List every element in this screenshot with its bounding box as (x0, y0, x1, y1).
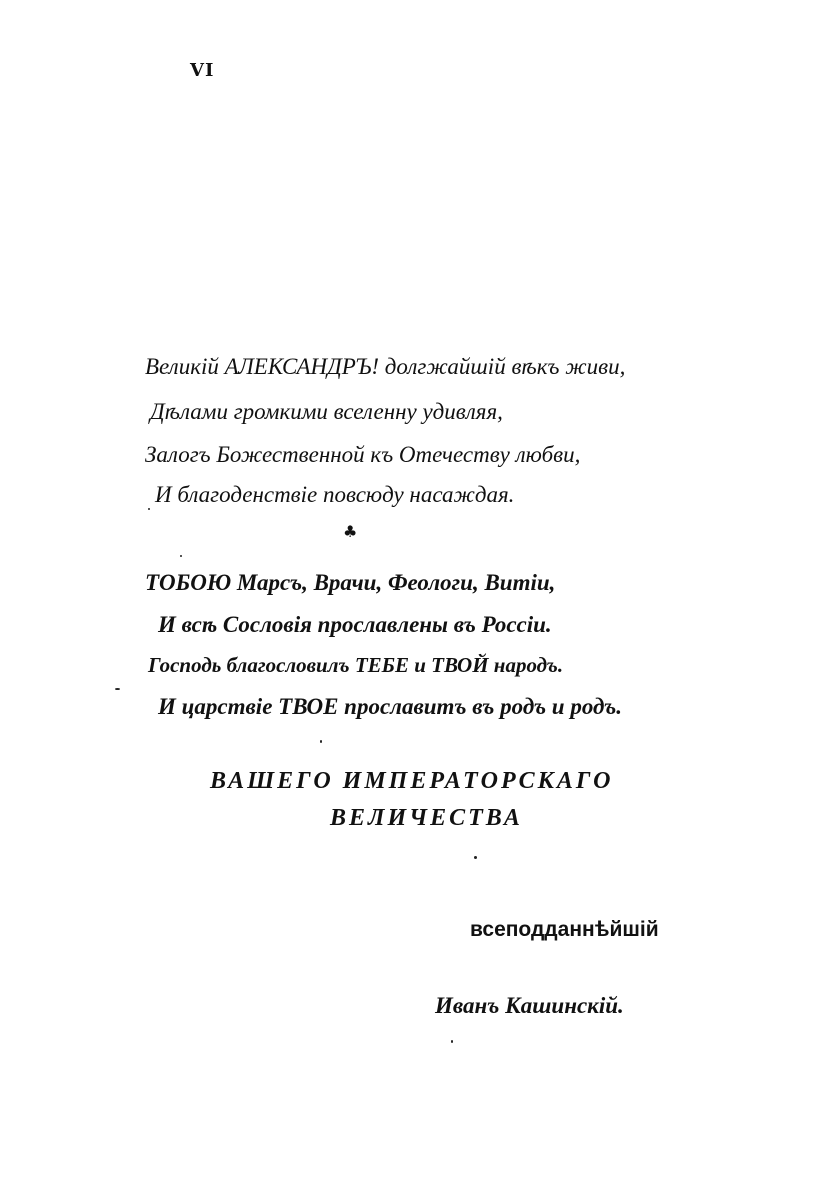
subscriber-title: всеподданнѣйшій (470, 918, 659, 941)
poem-line: И царствіе ТВОЕ прославитъ въ родъ и родъ. (158, 694, 623, 719)
poem-line: Великій АЛЕКСАНДРЪ! долгжайшій вѣкъ живи, (145, 354, 626, 379)
scan-speck (320, 740, 322, 743)
scan-speck (115, 688, 120, 690)
poem-line: И благоденствіе повсюду насаждая. (155, 482, 515, 507)
scan-speck (180, 555, 182, 557)
poem-line: Дѣлами громкими вселенну удивляя, (150, 399, 503, 424)
author-signature: Иванъ Кашинскій. (435, 993, 624, 1018)
poem-line: ТОБОЮ Марсъ, Врачи, Феологи, Витіи, (145, 570, 556, 595)
scan-speck (451, 1040, 453, 1043)
scan-speck (148, 508, 150, 510)
ornament-icon: ♣ (343, 522, 358, 541)
poem-line: Господь благословилъ ТЕБЕ и ТВОЙ народъ. (148, 653, 564, 677)
scan-speck (474, 856, 477, 859)
poem-line: Залогъ Божественной къ Отечеству любви, (145, 442, 581, 467)
poem-line: И всѣ Сословія прославлены въ Россіи. (158, 612, 552, 637)
closing-address-line-2: ВЕЛИЧЕСТВА (330, 805, 523, 831)
closing-address-line-1: ВАШЕГО ИМПЕРАТОРСКАГО (210, 768, 614, 794)
page-number: VI (190, 60, 215, 81)
